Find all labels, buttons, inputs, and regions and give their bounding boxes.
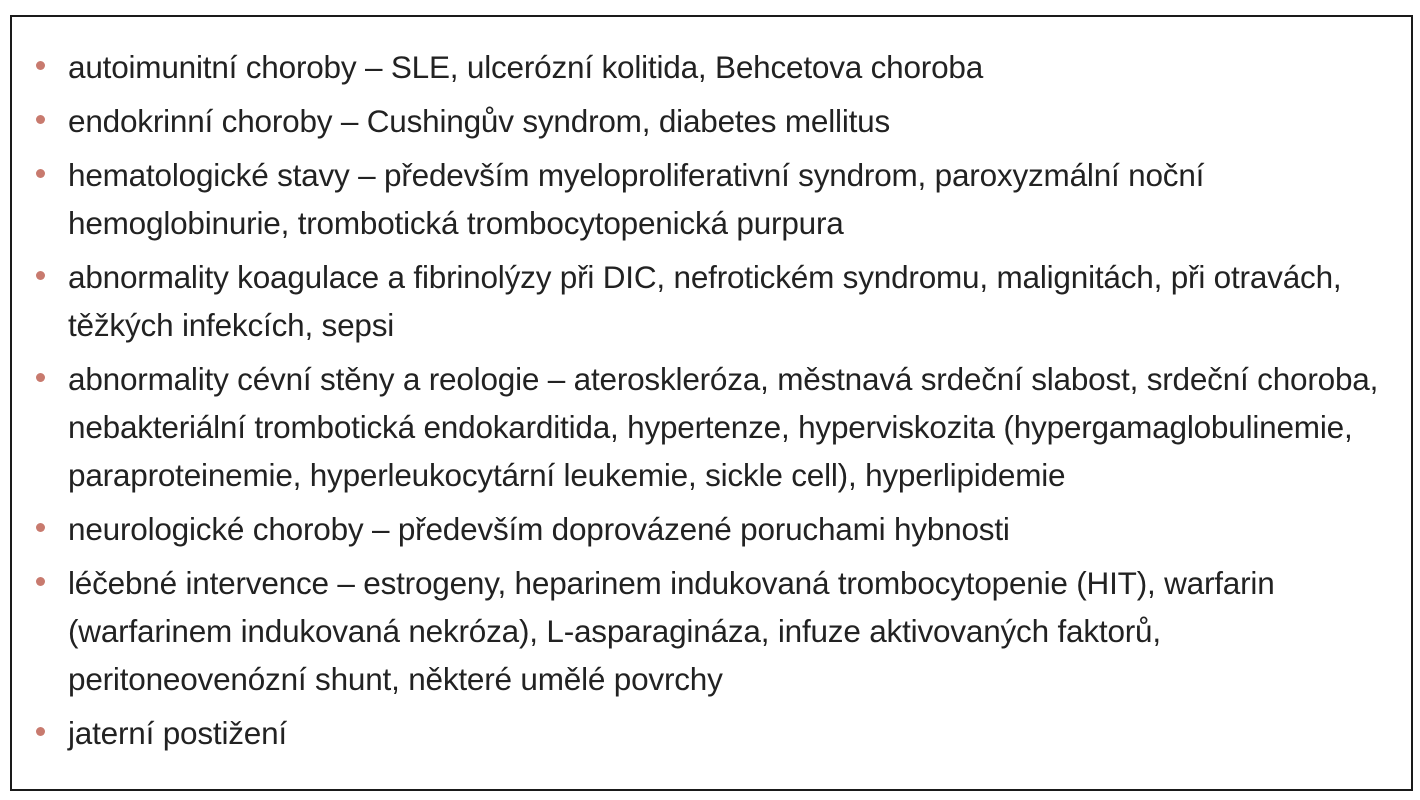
- bullet-list-box: [10, 15, 1413, 791]
- bullet-icon: [36, 727, 45, 736]
- bullet-icon: [36, 61, 45, 70]
- bullet-icon: [36, 271, 45, 280]
- bullet-icon: [36, 577, 45, 586]
- list-item-text: abnormality cévní stěny a reologie – ateroskleróza, městnavá srdeční slabost, srdeční choroba, nebakteriální trombotická endokarditida, hypertenze, hyperviskozita (hypergamaglobulinemie, paraproteinemie, hyperleukocytární leukemie, sickle cell), hyperlipidemie: [68, 361, 1379, 493]
- list-item: [12, 355, 1401, 499]
- list-item: [12, 43, 1401, 91]
- bullet-icon: [36, 523, 45, 532]
- list-item-text: hematologické stavy – především myeloproliferativní syndrom, paroxyzmální noční hemoglobinurie, trombotická trombocytopenická purpura: [68, 157, 1205, 241]
- list-item-text: autoimunitní choroby – SLE, ulcerózní kolitida, Behcetova choroba: [68, 49, 984, 85]
- list-item-text: endokrinní choroby – Cushingův syndrom, diabetes mellitus: [68, 103, 891, 139]
- list-item: [12, 505, 1401, 553]
- list-item-text: neurologické choroby – především doprovázené poruchami hybnosti: [68, 511, 1010, 547]
- bullet-icon: [36, 115, 45, 124]
- cropped-heading-strip: [0, 0, 1420, 14]
- list-item-text: léčebné intervence – estrogeny, heparinem indukovaná trombocytopenie (HIT), warfarin (warfarinem indukovaná nekróza), L-asparagináza, infuze aktivovaných faktorů, peritoneovenózní shunt, některé umělé povrchy: [68, 565, 1275, 697]
- bullet-icon: [36, 373, 45, 382]
- list-item: [12, 97, 1401, 145]
- list-item: [12, 151, 1401, 247]
- bullet-icon: [36, 169, 45, 178]
- list-item-text: jaterní postižení: [68, 715, 287, 751]
- list-item: [12, 253, 1401, 349]
- list-item: [12, 559, 1401, 703]
- condition-list: [12, 17, 1411, 757]
- list-item: [12, 709, 1401, 757]
- list-item-text: abnormality koagulace a fibrinolýzy při DIC, nefrotickém syndromu, malignitách, při otravách, těžkých infekcích, sepsi: [68, 259, 1342, 343]
